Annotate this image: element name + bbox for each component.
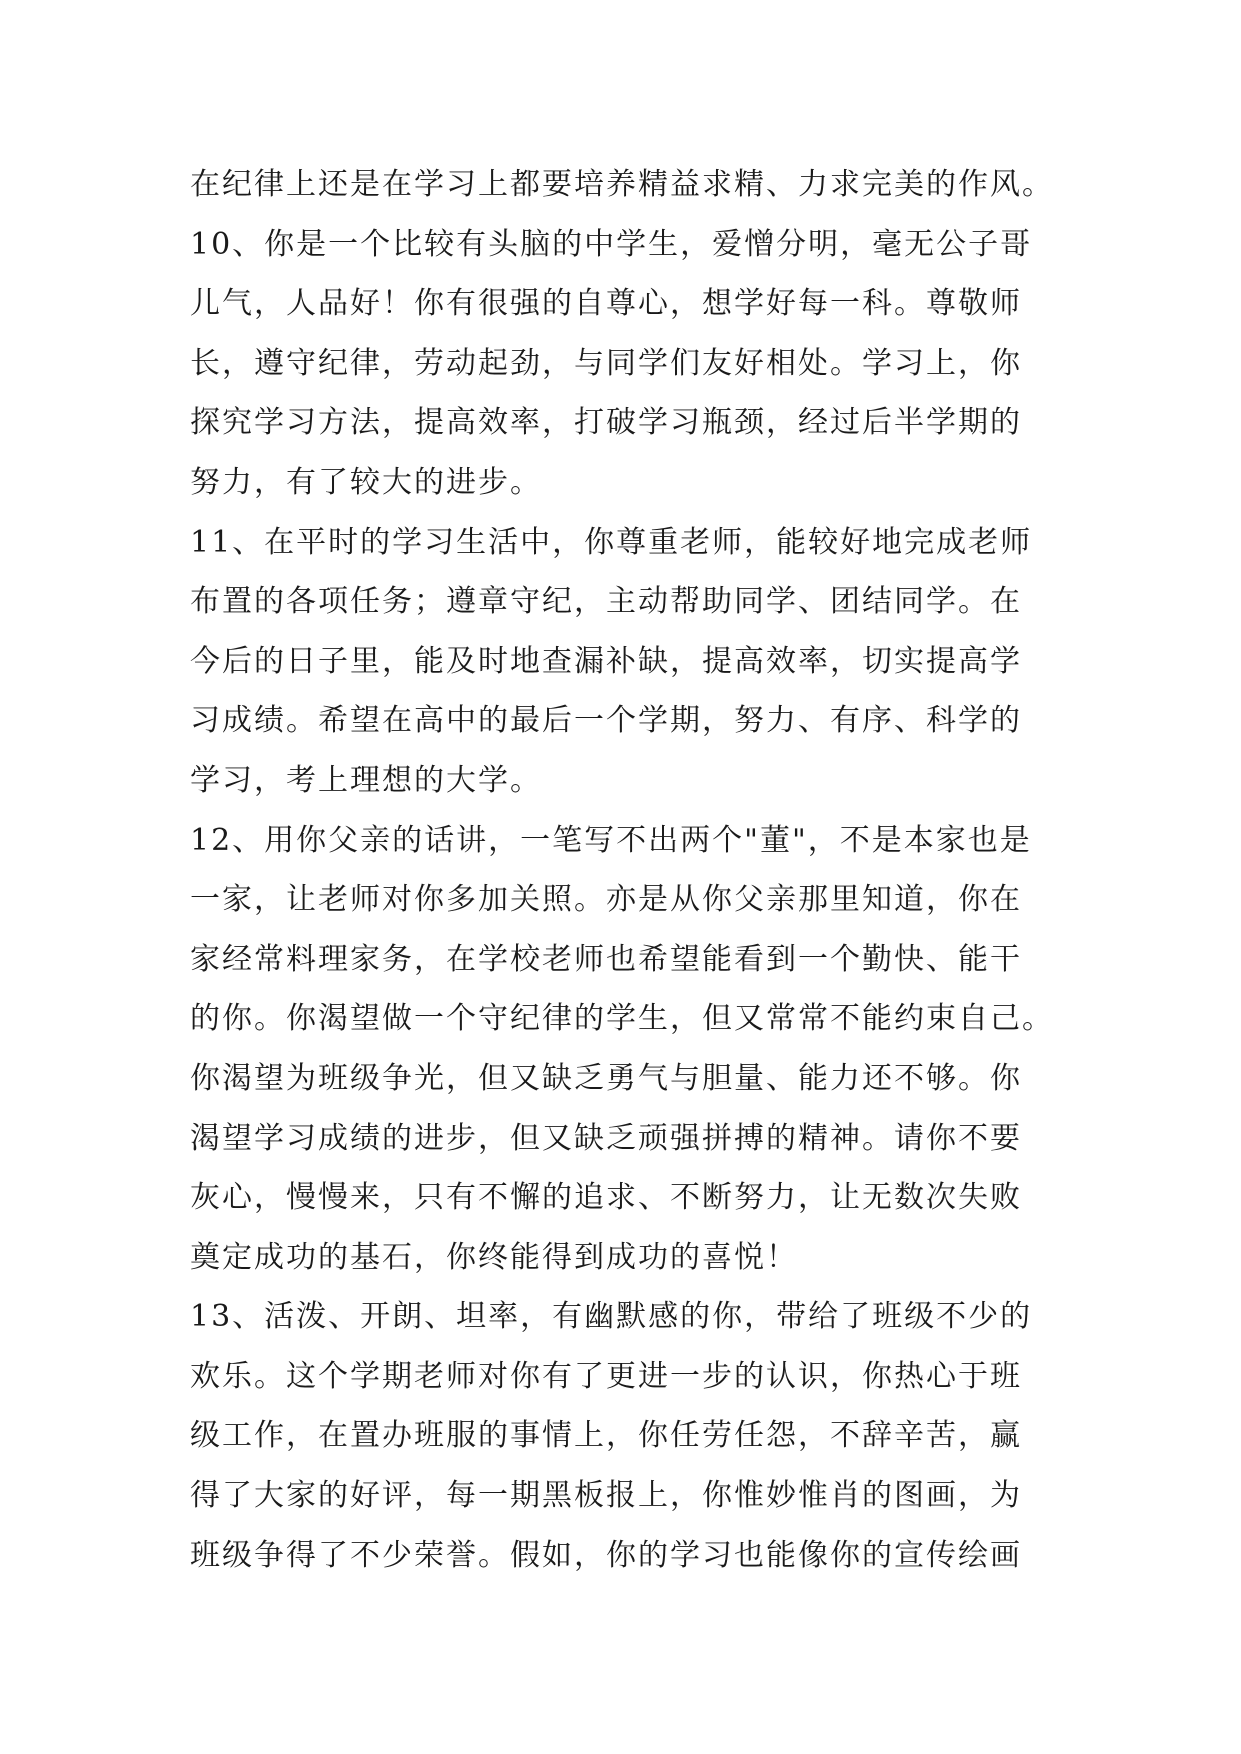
text-line: 儿气，人品好！你有很强的自尊心，想学好每一科。尊敬师	[190, 286, 1022, 322]
text-line: 欢乐。这个学期老师对你有了更进一步的认识，你热心于班	[190, 1358, 1022, 1394]
text-line: 11、在平时的学习生活中，你尊重老师，能较好地完成老师	[190, 524, 1033, 560]
text-line: 探究学习方法，提高效率，打破学习瓶颈，经过后半学期的	[190, 405, 1022, 441]
text-line: 布置的各项任务；遵章守纪，主动帮助同学、团结同学。在	[190, 584, 1022, 620]
text-line: 家经常料理家务，在学校老师也希望能看到一个勤快、能干	[190, 941, 1022, 977]
text-line: 12、用你父亲的话讲，一笔写不出两个"董"，不是本家也是	[190, 822, 1032, 858]
text-line: 渴望学习成绩的进步，但又缺乏顽强拼搏的精神。请你不要	[190, 1120, 1022, 1156]
text-line: 一家，让老师对你多加关照。亦是从你父亲那里知道，你在	[190, 882, 1022, 918]
text-line: 灰心，慢慢来，只有不懈的追求、不断努力，让无数次失败	[190, 1180, 1022, 1216]
text-line: 的你。你渴望做一个守纪律的学生，但又常常不能约束自己。	[190, 1001, 1054, 1037]
text-line: 学习，考上理想的大学。	[190, 762, 542, 798]
text-line: 13、活泼、开朗、坦率，有幽默感的你，带给了班级不少的	[190, 1299, 1033, 1335]
text-line: 10、你是一个比较有头脑的中学生，爱憎分明，毫无公子哥	[190, 226, 1033, 262]
text-line: 级工作，在置办班服的事情上，你任劳任怨，不辞辛苦，赢	[190, 1418, 1022, 1454]
text-line: 在纪律上还是在学习上都要培养精益求精、力求完美的作风。	[190, 167, 1054, 202]
text-line: 今后的日子里，能及时地查漏补缺，提高效率，切实提高学	[190, 643, 1022, 679]
text-line: 班级争得了不少荣誉。假如，你的学习也能像你的宣传绘画	[190, 1537, 1022, 1573]
text-line: 得了大家的好评，每一期黑板报上，你惟妙惟肖的图画，为	[190, 1478, 1022, 1514]
text-line: 奠定成功的基石，你终能得到成功的喜悦！	[190, 1239, 798, 1275]
document-body	[190, 155, 1190, 1585]
text-line: 长，遵守纪律，劳动起劲，与同学们友好相处。学习上，你	[190, 345, 1022, 381]
text-line: 习成绩。希望在高中的最后一个学期，努力、有序、科学的	[190, 703, 1022, 739]
text-line: 你渴望为班级争光，但又缺乏勇气与胆量、能力还不够。你	[190, 1060, 1022, 1096]
text-line: 努力，有了较大的进步。	[190, 464, 542, 500]
